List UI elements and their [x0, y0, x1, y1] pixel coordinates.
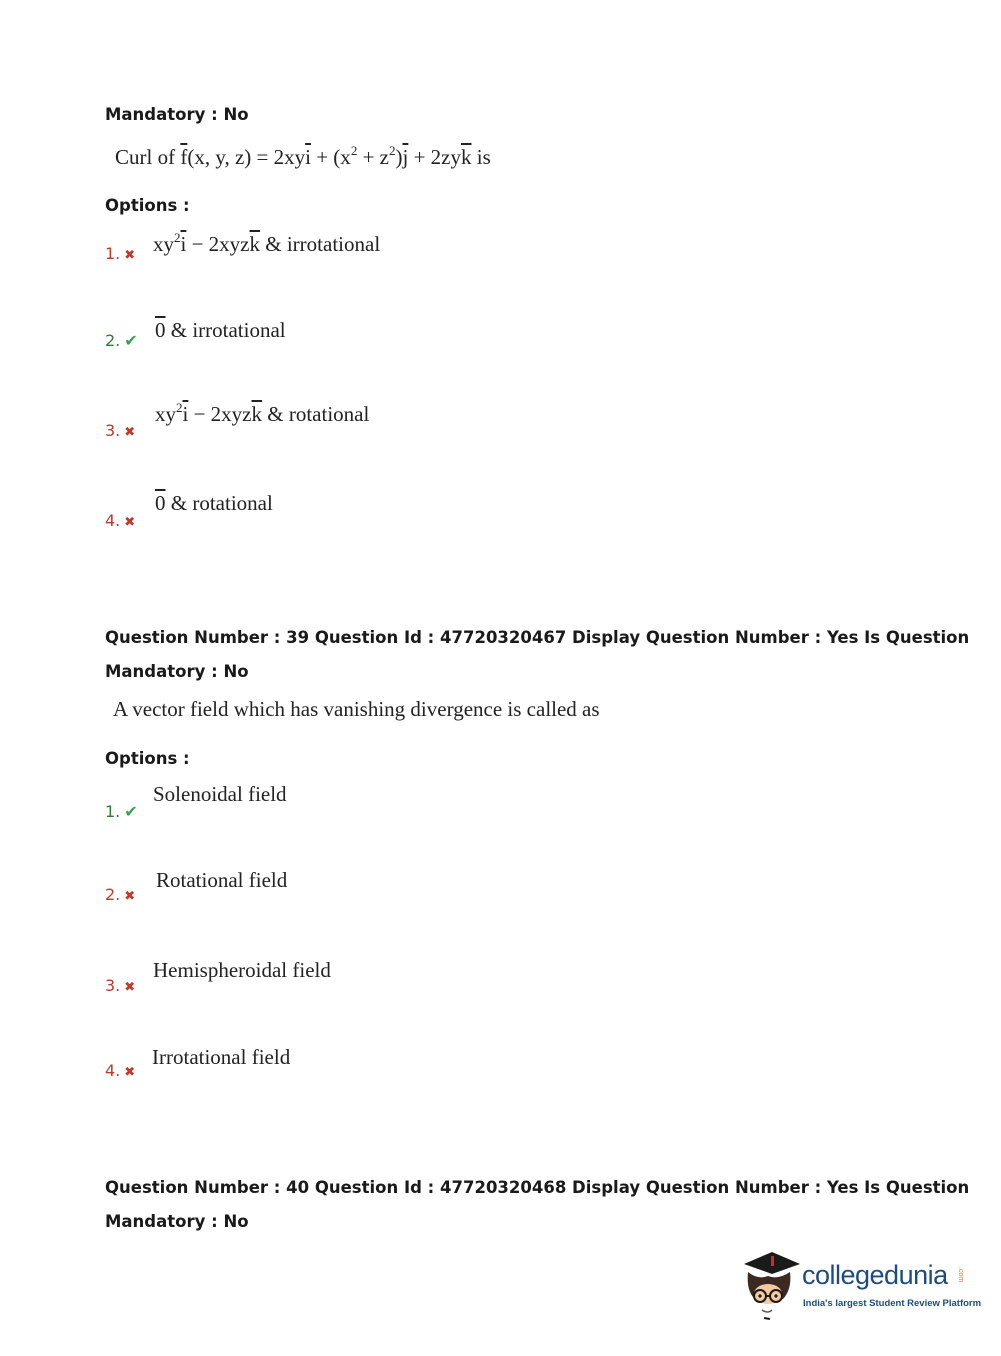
cross-icon: ✖ [124, 515, 136, 530]
mascot-icon [738, 1246, 802, 1321]
q39-option-3-number: 3. ✖ [105, 976, 136, 995]
cross-icon: ✖ [124, 248, 136, 263]
q39-option-4-number: 4. ✖ [105, 1061, 136, 1080]
q39-option-4-text: Irrotational field [152, 1045, 291, 1069]
q39-options-label: Options : [105, 749, 190, 768]
q39-option-1-number: 1. ✔ [105, 802, 138, 821]
collegedunia-logo [738, 1246, 982, 1321]
q38-option-2-number: 2. ✔ [105, 331, 138, 350]
q40-mandatory: Mandatory : No [105, 1212, 249, 1231]
q38-option-4-text: 0 & rotational [155, 491, 273, 515]
q38-question-text: Curl of $\overline{f}(x$, y, $z) = 2xy\overline{i} + (x^2 + z^2)\overline{j} + 2zy\overline{k}$ is [115, 143, 491, 169]
q38-option-2-text: 0 & irrotational [155, 318, 286, 342]
q40-header: Question Number : 40 Question Id : 47720320468 Display Question Number : Yes Is Question [105, 1178, 970, 1197]
q39-option-3-text: Hemispheroidal field [153, 958, 331, 982]
checkmark-icon: ✔ [124, 331, 138, 350]
q38-options-label: Options : [105, 196, 190, 215]
q39-option-1-text: Solenoidal field [153, 782, 287, 806]
logo-wordmark: collegedunia [802, 1260, 948, 1290]
logo-com: .com [957, 1267, 964, 1283]
q39-header: Question Number : 39 Question Id : 47720320467 Display Question Number : Yes Is Question [105, 628, 970, 647]
q39-mandatory: Mandatory : No [105, 662, 249, 681]
checkmark-icon: ✔ [124, 802, 138, 821]
q39-option-2-number: 2. ✖ [105, 885, 136, 904]
q38-option-3-number: 3. ✖ [105, 421, 136, 440]
q38-option-1-number: 1. ✖ [105, 244, 136, 263]
q39-question-text: A vector field which has vanishing divergence is called as [113, 697, 600, 721]
cross-icon: ✖ [124, 1065, 136, 1080]
cross-icon: ✖ [124, 889, 136, 904]
logo-tagline: India's largest Student Review Platform [803, 1298, 982, 1309]
cross-icon: ✖ [124, 425, 136, 440]
q38-option-4-number: 4. ✖ [105, 511, 136, 530]
q38-mandatory: Mandatory : No [105, 105, 249, 124]
q38-option-1-text: $xy^2\overline{i} - 2xyz\overline{k}$ & irrotational [153, 230, 381, 256]
q39-option-2-text: Rotational field [156, 868, 288, 892]
cross-icon: ✖ [124, 980, 136, 995]
q38-option-3-text: $xy^2\overline{i} - 2xyz\overline{k}$ & rotational [155, 400, 370, 426]
